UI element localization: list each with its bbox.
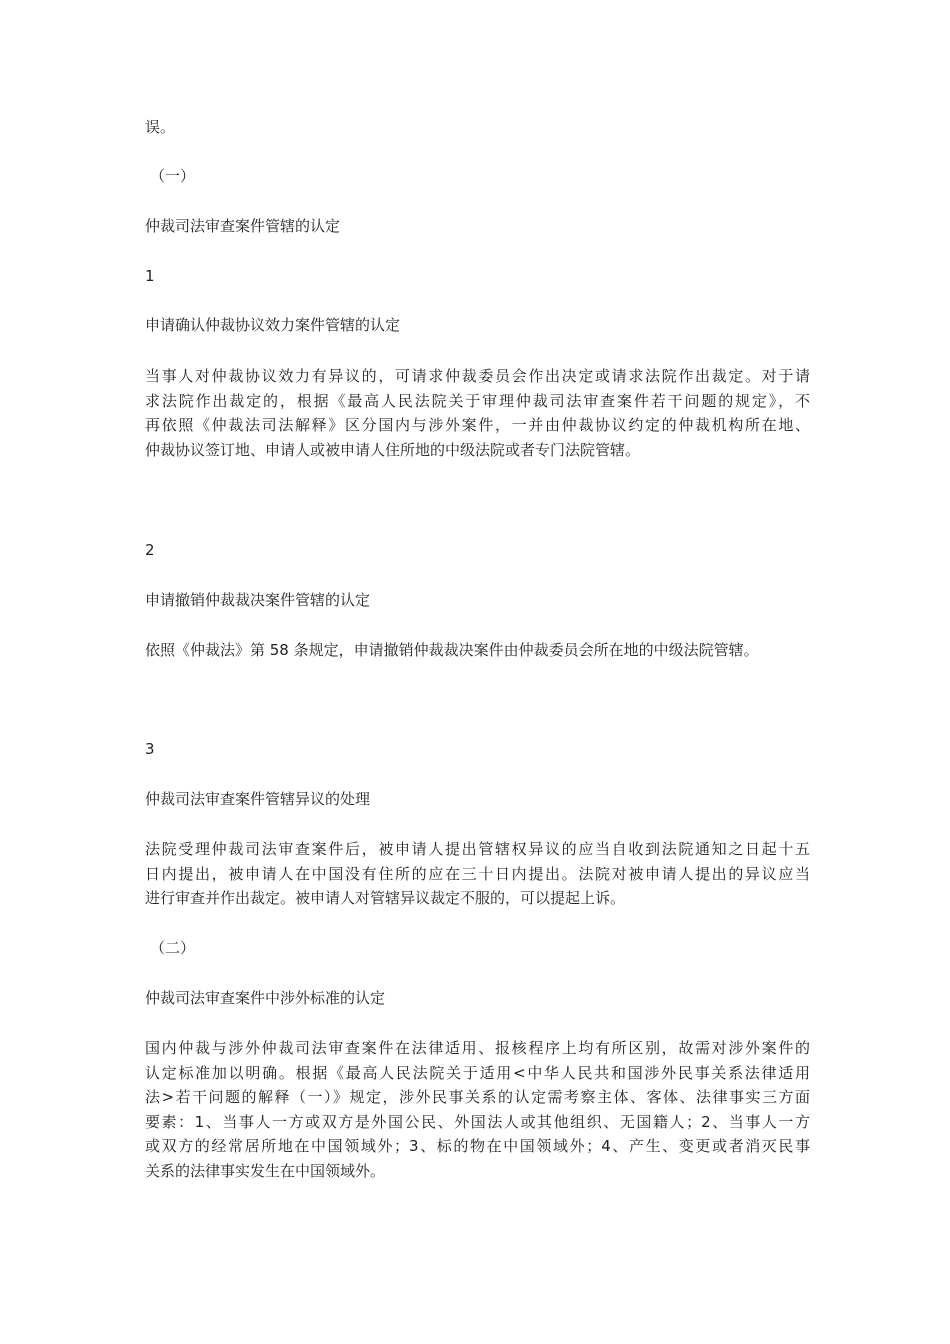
subsection-heading: 申请确认仲裁协议效力案件管辖的认定 xyxy=(145,316,401,334)
paragraph-line: 当事人对仲裁协议效力有异议的，可请求仲裁委员会作出决定或请求法院作出裁定。对于请 xyxy=(145,367,810,385)
subsection-number: 1 xyxy=(145,267,155,285)
body-paragraph xyxy=(145,638,810,663)
text-fragment: 误。 xyxy=(145,118,176,136)
paragraph-line: 法院受理仲裁司法审查案件后，被申请人提出管辖权异议的应当自收到法院通知之日起十五 xyxy=(145,840,810,858)
paragraph-line: 日内提出，被申请人在中国没有住所的应在三十日内提出。法院对被申请人提出的异议应当 xyxy=(145,864,810,883)
subsection-number: 3 xyxy=(145,740,155,758)
paragraph-line: 或双方的经常居所地在中国领域外；3、标的物在中国领域外；4、产生、变更或者消灭民事 xyxy=(145,1137,810,1155)
section-number: （二） xyxy=(150,939,196,957)
section-heading: 仲裁司法审查案件管辖的认定 xyxy=(145,217,341,235)
section-number: （一） xyxy=(150,167,196,185)
paragraph-line: 依照《仲裁法》第 58 条规定，申请撤销仲裁裁决案件由仲裁委员会所在地的中级法院管辖。 xyxy=(145,641,759,659)
paragraph-line: 仲裁协议签订地、申请人或被申请人住所地的中级法院或者专门法院管辖。 xyxy=(145,440,641,459)
subsection-heading: 申请撤销仲裁裁决案件管辖的认定 xyxy=(145,591,371,609)
subsection-heading: 仲裁司法审查案件管辖异议的处理 xyxy=(145,790,371,808)
subsection-number: 2 xyxy=(145,541,155,559)
paragraph-line: 认定标准加以明确。根据《最高人民法院关于适用<中华人民共和国涉外民事关系法律适用 xyxy=(145,1063,810,1082)
paragraph-line: 求法院作出裁定的，根据《最高人民法院关于审理仲裁司法审查案件若干问题的规定》，不 xyxy=(145,391,810,410)
paragraph-line: 要素：1、当事人一方或双方是外国公民、外国法人或其他组织、无国籍人；2、当事人一方 xyxy=(145,1112,810,1131)
paragraph-line: 法>若干问题的解释（一）》规定，涉外民事关系的认定需考察主体、客体、法律事实三方面 xyxy=(145,1088,810,1106)
paragraph-line: 再依照《仲裁法司法解释》区分国内与涉外案件，一并由仲裁协议约定的仲裁机构所在地、 xyxy=(145,416,810,434)
body-paragraph xyxy=(145,364,810,462)
paragraph-line: 进行审查并作出裁定。被申请人对管辖异议裁定不服的，可以提起上诉。 xyxy=(145,889,626,907)
paragraph-line: 国内仲裁与涉外仲裁司法审查案件在法律适用、报核程序上均有所区别，故需对涉外案件的 xyxy=(145,1039,810,1057)
section-heading: 仲裁司法审查案件中涉外标准的认定 xyxy=(145,989,386,1007)
body-paragraph xyxy=(145,1036,810,1183)
body-paragraph xyxy=(145,837,810,911)
paragraph-line: 关系的法律事实发生在中国领域外。 xyxy=(145,1161,386,1180)
